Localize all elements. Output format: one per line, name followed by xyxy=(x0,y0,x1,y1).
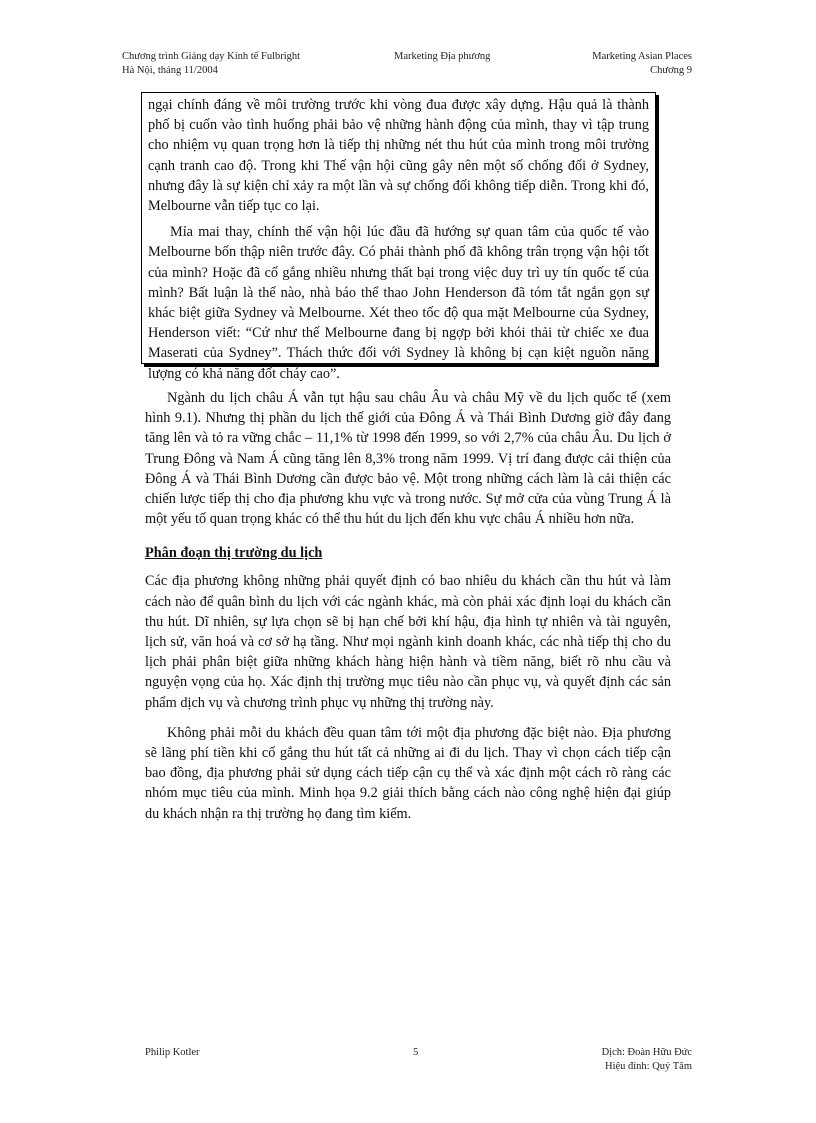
header-date: Hà Nội, tháng 11/2004 xyxy=(122,65,218,76)
main-text xyxy=(145,388,671,834)
box-paragraph: Mỉa mai thay, chính thế vận hội lúc đầu đã hướng sự quan tâm của quốc tế vào Melbourne bốn thập niên trước đây. Có phải thành phố đã không trân trọng vận hội tốt của mình? Hoặc đã cố gắng nhiều nhưng thất bại trong việc duy trì uy tín quốc tế của mình? Bất luận là thế nào, nhà báo thể thao John Henderson đã tóm tắt ngắn gọn sự khác biệt giữa Sydney và Melbourne. Xét theo tốc độ qua mặt Melbourne của Sydney, Henderson viết: “Cứ như thế Melbourne đang bị ngợp bởi khói thải từ chiếc xe đua Maserati của Sydney”. Thách thức đối với Sydney là không bị cạn kiệt nguồn năng lượng có khả năng đốt cháy cao”. xyxy=(148,224,649,382)
header-left xyxy=(122,50,300,78)
footer-translator: Dịch: Đoàn Hữu Đức xyxy=(601,1047,692,1058)
footer-right xyxy=(602,1046,692,1074)
page-number: 5 xyxy=(413,1047,419,1058)
header-center xyxy=(394,50,490,64)
header-program: Chương trình Giảng dạy Kinh tế Fulbright xyxy=(122,51,301,62)
footer-left xyxy=(145,1046,200,1060)
boxed-excerpt xyxy=(141,92,656,382)
box-paragraph: ngại chính đáng về môi trường trước khi vòng đua được xây dựng. Hậu quả là thành phố bị cuốn vào tình huống phải bảo vệ những hành động của mình, thay vì tập trung cho nhiệm vụ quan trọng hơn là tiếp thị những nét thu hút của mình trong môi trường cạnh tranh cao độ. Trong khi Thế vận hội cũng gây nên một số chống đối ở Sydney, nhưng đây là sự kiện chỉ xảy ra một lần và sự chống đối không tiếp diễn. Trong khi đó, Melbourne vẫn tiếp tục co lại. xyxy=(148,97,649,215)
body-paragraph: Các địa phương không những phải quyết định có bao nhiêu du khách cần thu hút và làm cách nào để quân bình du lịch với các ngành khác, mà còn phải xác định loại du khách cần thu hút. Dĩ nhiên, sự lựa chọn sẽ bị hạn chế bởi khí hậu, địa hình tự nhiên và tài nguyên, lịch sử, văn hoá và cơ sở hạ tầng. Như mọi ngành kinh doanh khác, các nhà tiếp thị cho du lịch phải phân biệt giữa những khách hàng hiện hành và tiềm năng, biết rõ nhu cầu và nguyện vọng của họ. Xác định thị trường mục tiêu nào cần phục vụ, và quyết định các sản phẩm dịch vụ và chương trình phục vụ những thị trường này. xyxy=(145,573,671,711)
section-heading: Phân đoạn thị trường du lịch xyxy=(145,545,323,562)
header-right xyxy=(592,50,692,78)
header-original-title: Marketing Asian Places xyxy=(592,51,692,62)
body-paragraph: Ngành du lịch châu Á vẫn tụt hậu sau châu Âu và châu Mỹ về du lịch quốc tế (xem hình 9.1). Nhưng thị phần du lịch thế giới của Đông Á và Thái Bình Dương giờ đây đang tăng lên và tỏ ra vững chắc – 11,1% từ 1998 đến 1999, so với 2,7% của châu Âu. Du lịch ở Trung Đông và Nam Á cũng tăng lên 8,3% trong năm 1999. Vị trí đang được cải thiện của Đông Á và Thái Bình Dương cần được bảo vệ. Một trong những cách làm là cải thiện các chiến lược tiếp thị cho địa phương khu vực và trong nước. Sự mở cửa của vùng Trung Á là một yếu tố quan trọng khác có thể thu hút du lịch đến khu vực châu Á nhiều hơn nữa. xyxy=(145,390,671,528)
body-paragraph: Không phải mỗi du khách đều quan tâm tới một địa phương đặc biệt nào. Địa phương sẽ lãng phí tiền khi cố gắng thu hút tất cả những ai đi du lịch. Thay vì chọn cách tiếp cận bao đồng, địa phương phải sử dụng cách tiếp cận cụ thể và xác định một cách rõ ràng các nhóm mục tiêu của mình. Minh họa 9.2 giải thích bằng cách nào công nghệ hiện đại giúp du khách nhận ra thị trường họ đang tìm kiếm. xyxy=(145,724,671,822)
footer-editor: Hiệu đính: Quý Tâm xyxy=(604,1061,692,1072)
footer-center xyxy=(413,1046,418,1060)
header-chapter: Chương 9 xyxy=(650,65,692,76)
footer-author: Philip Kotler xyxy=(145,1047,200,1058)
header-book-title: Marketing Địa phương xyxy=(394,51,491,62)
